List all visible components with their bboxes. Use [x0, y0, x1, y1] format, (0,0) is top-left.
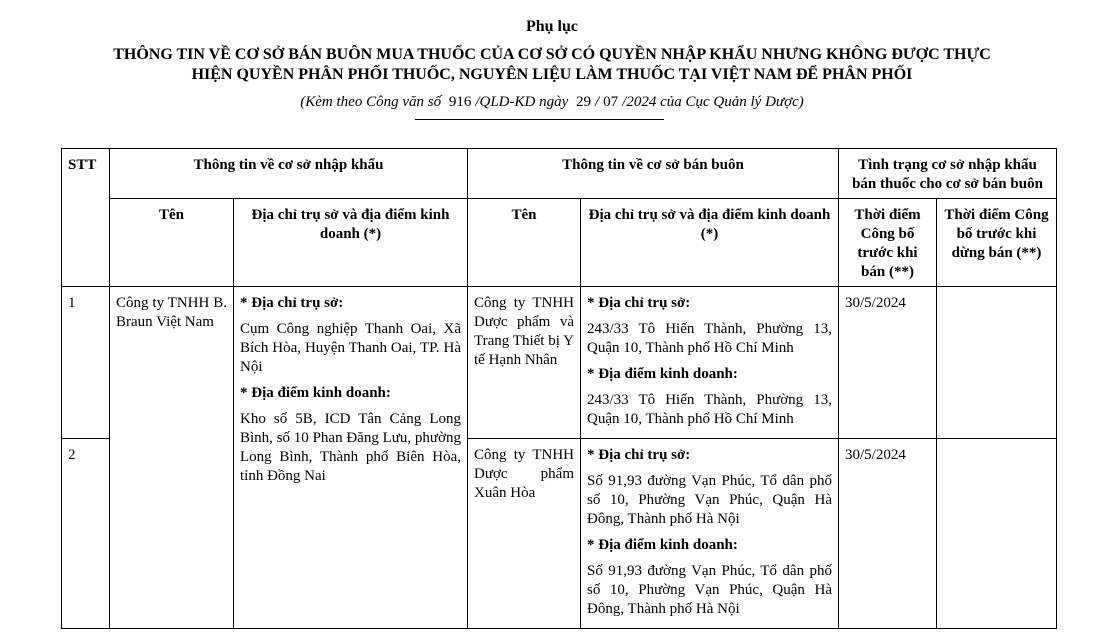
row1-importer-address	[234, 287, 468, 629]
subheader-importer-name: Tên	[110, 199, 234, 287]
document-title-line1: THÔNG TIN VỀ CƠ SỞ BÁN BUÔN MUA THUỐC CỦA CƠ SỞ CÓ QUYỀN NHẬP KHẨU NHƯNG KHÔNG ĐƯỢC THỰC	[113, 46, 991, 63]
ref-prefix: (Kèm theo Công văn số	[300, 94, 442, 110]
importer-hq-value: Cụm Công nghiệp Thanh Oai, Xã Bích Hòa, Huyện Thanh Oai, TP. Hà Nội	[240, 321, 461, 375]
header-wholesaler: Thông tin về cơ sở bán buôn	[468, 149, 839, 199]
importer-hq-label: * Địa chỉ trụ sở:	[240, 295, 344, 311]
row1-business-value: 243/33 Tô Hiến Thành, Phường 13, Quận 10, Thành phố Hồ Chí Minh	[587, 392, 832, 427]
header-status: Tình trạng cơ sở nhập khẩu bán thuốc cho cơ sở bán buôn	[839, 149, 1057, 199]
row1-importer-name: Công ty TNHH B. Braun Việt Nam	[110, 287, 234, 629]
ref-middle: /QLD-KD ngày	[475, 94, 569, 110]
row1-announce-before: 30/5/2024	[839, 287, 937, 439]
row2-wholesaler-name: Công ty TNHH Dược phẩm Xuân Hòa	[468, 439, 581, 629]
row1-wholesaler-name: Công ty TNHH Dược phẩm và Trang Thiết bị Y tế Hạnh Nhân	[468, 287, 581, 439]
header-stt: STT	[62, 149, 110, 287]
table-header-row	[62, 149, 1057, 199]
ref-month: 07	[603, 94, 619, 110]
row1-business-label: * Địa điểm kinh doanh:	[587, 366, 738, 382]
table-subheader-row	[62, 199, 1057, 287]
subheader-announce-stop: Thời điểm Công bố trước khi dừng bán (**)	[937, 199, 1057, 287]
ref-day: 29	[576, 94, 591, 110]
ref-suffix: /2024 của Cục Quản lý Dược)	[622, 94, 804, 110]
row2-wholesaler-address	[581, 439, 839, 629]
document-title-line2: HIỆN QUYỀN PHÂN PHỐI THUỐC, NGUYÊN LIỆU LÀM THUỐC TẠI VIỆT NAM ĐỂ PHÂN PHỐI	[191, 66, 913, 83]
subheader-announce-before: Thời điểm Công bố trước khi bán (**)	[839, 199, 937, 287]
row1-announce-stop	[937, 287, 1057, 439]
row2-business-value: Số 91,93 đường Vạn Phúc, Tổ dân phố số 10, Phường Vạn Phúc, Quận Hà Đông, Thành phố Hà Nội	[587, 563, 832, 617]
subheader-wholesaler-address: Địa chỉ trụ sở và địa điểm kinh doanh (*)	[581, 199, 839, 287]
header-importer: Thông tin về cơ sở nhập khẩu	[110, 149, 468, 199]
row2-announce-before: 30/5/2024	[839, 439, 937, 629]
subheader-importer-address: Địa chỉ trụ sở và địa điểm kinh doanh (*)	[234, 199, 468, 287]
pharmacy-table	[61, 148, 1057, 629]
row2-hq-label: * Địa chỉ trụ sở:	[587, 447, 691, 463]
document-reference	[0, 94, 1104, 111]
row1-wholesaler-address	[581, 287, 839, 439]
reference-underline	[415, 119, 664, 120]
row2-hq-value: Số 91,93 đường Vạn Phúc, Tổ dân phố số 10, Phường Vạn Phúc, Quận Hà Đông, Thành phố Hà Nội	[587, 473, 832, 527]
row1-hq-value: 243/33 Tô Hiến Thành, Phường 13, Quận 10, Thành phố Hồ Chí Minh	[587, 321, 832, 356]
table-row	[62, 287, 1057, 439]
appendix-label: Phụ lục	[525, 18, 578, 35]
row2-announce-stop	[937, 439, 1057, 629]
ref-number: 916	[448, 94, 472, 110]
row1-hq-label: * Địa chỉ trụ sở:	[587, 295, 691, 311]
importer-business-label: * Địa điểm kinh doanh:	[240, 385, 391, 401]
importer-business-value: Kho số 5B, ICD Tân Cảng Long Bình, số 10 Phan Đăng Lưu, phường Long Bình, Thành phố Biên Hòa, tỉnh Đồng Nai	[240, 411, 461, 484]
subheader-wholesaler-name: Tên	[468, 199, 581, 287]
row1-stt: 1	[62, 287, 110, 439]
row2-business-label: * Địa điểm kinh doanh:	[587, 537, 738, 553]
row2-stt: 2	[62, 439, 110, 629]
ref-sep: /	[595, 94, 600, 110]
